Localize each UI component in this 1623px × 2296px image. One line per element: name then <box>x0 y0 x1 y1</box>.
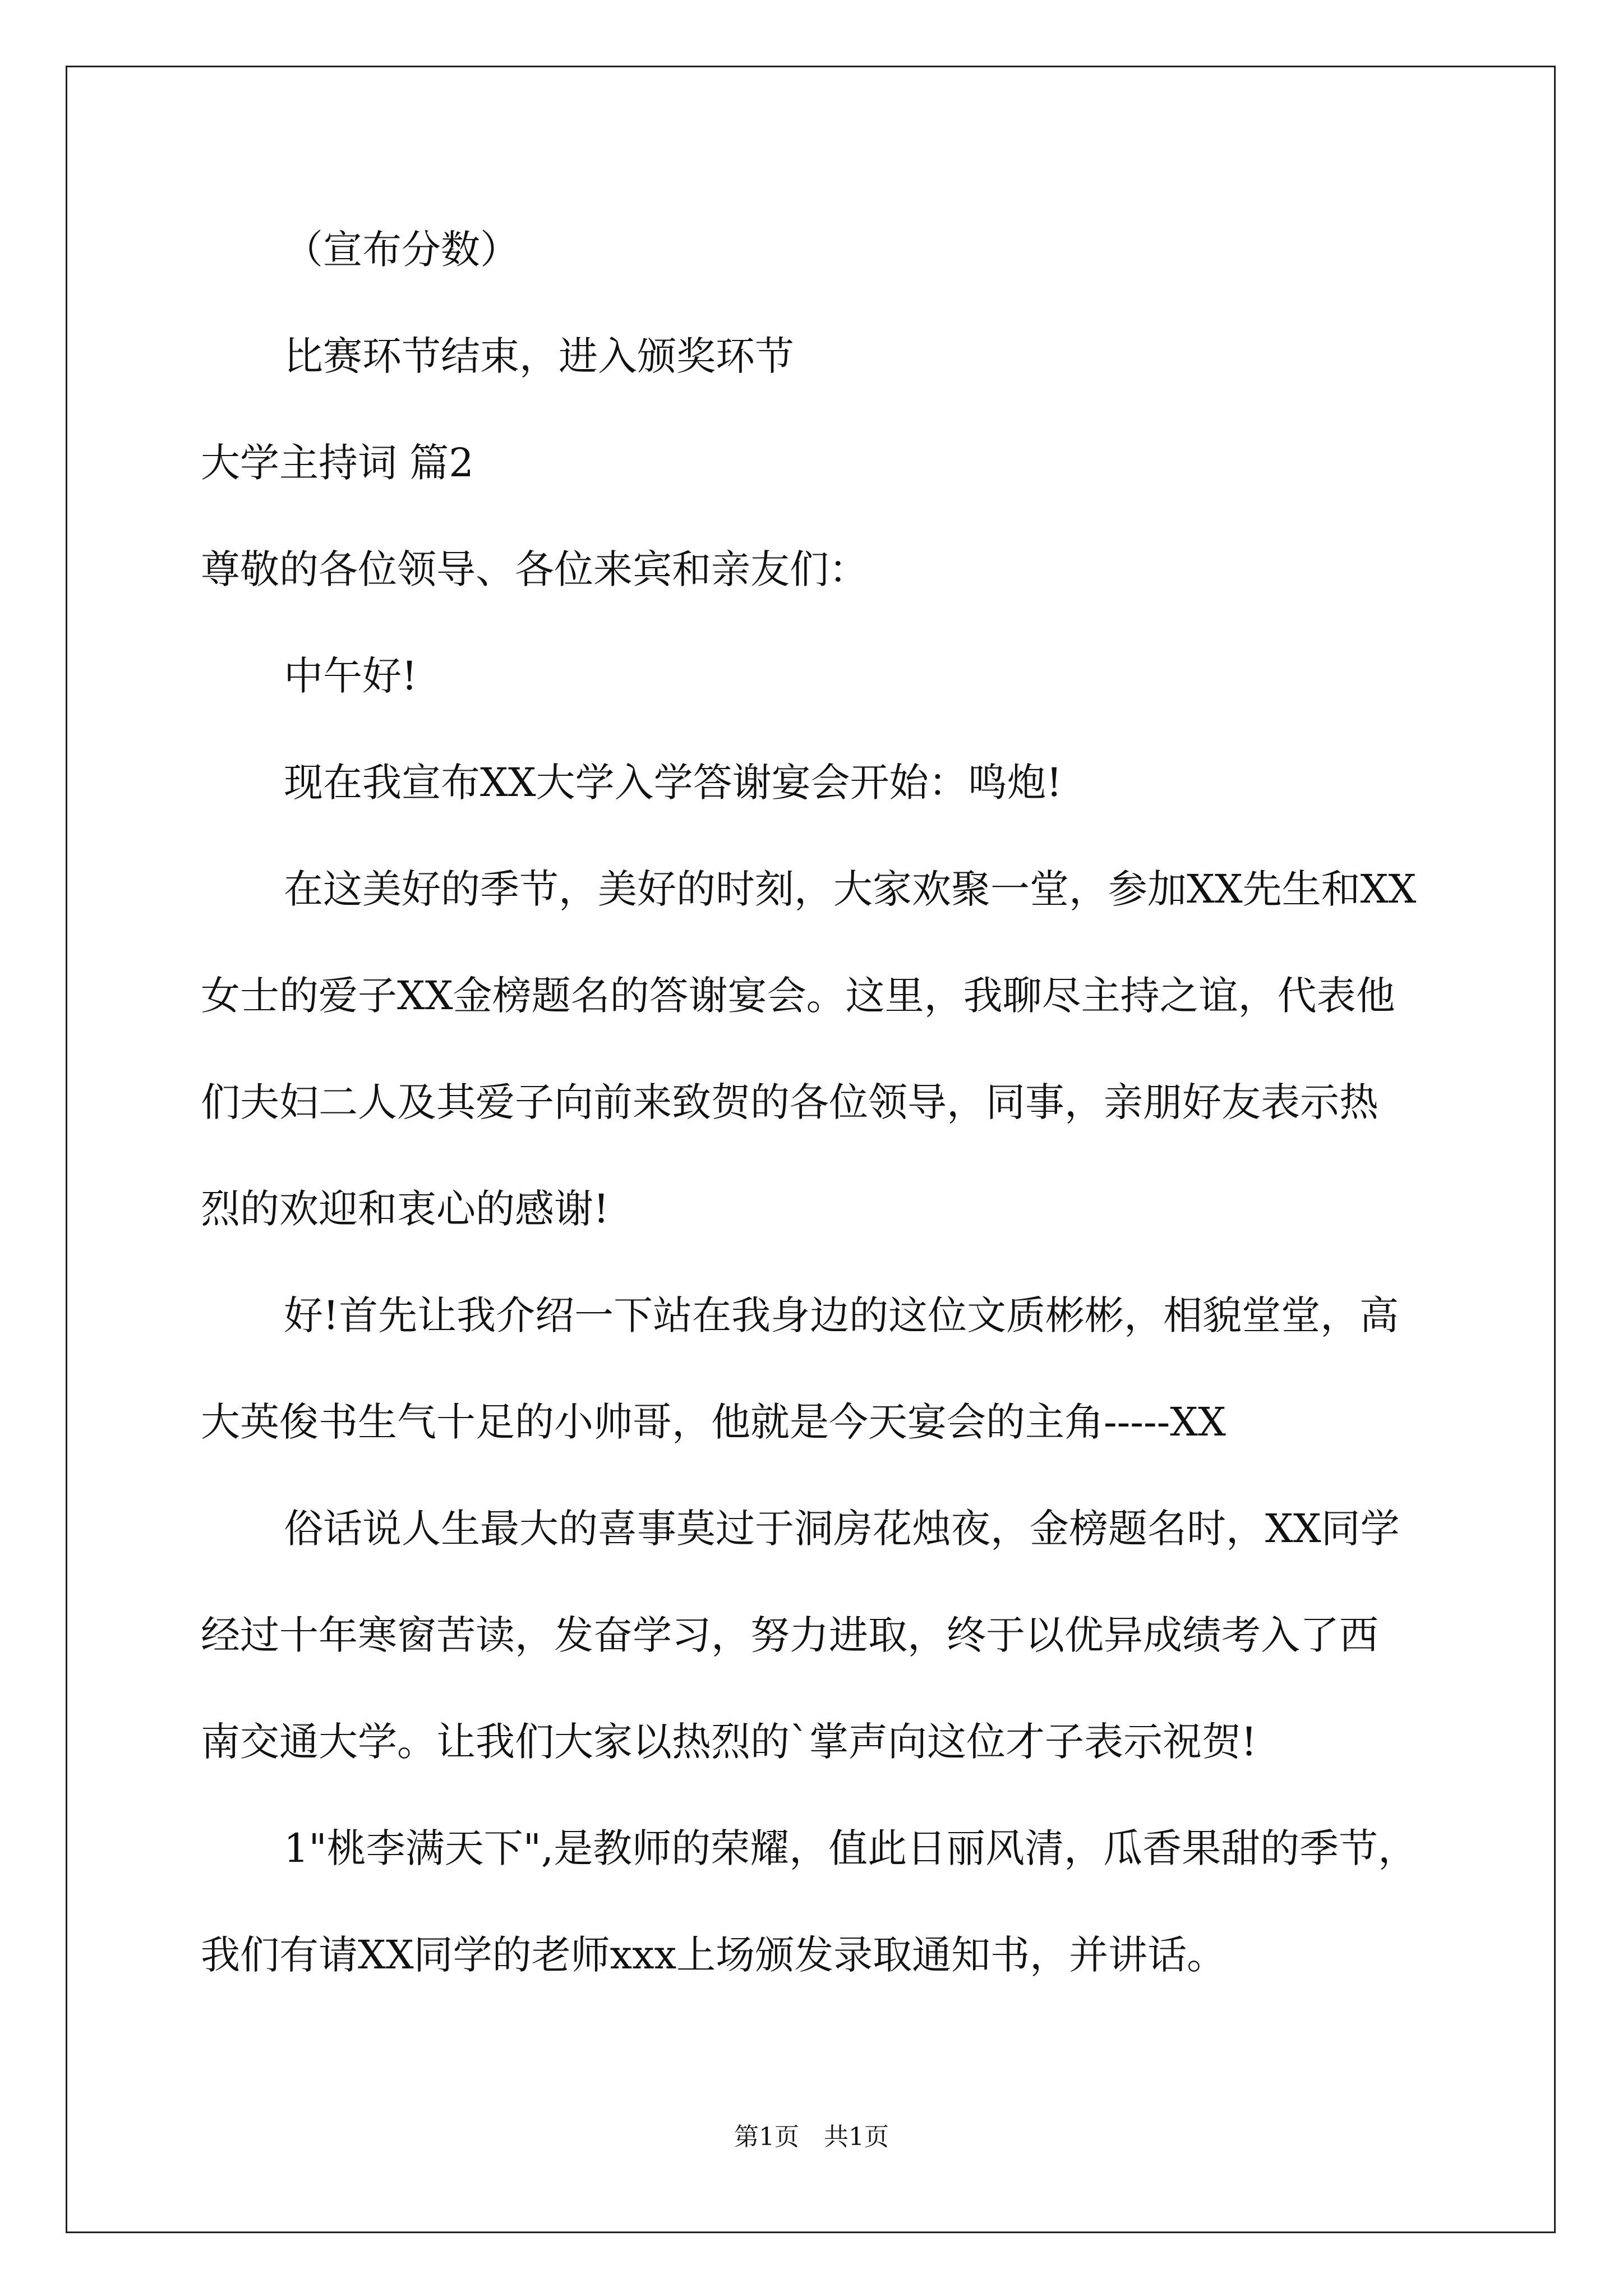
paragraph-line: 我们有请XX同学的老师xxx上场颁发录取通知书，并讲话。 <box>201 1932 1227 1978</box>
paragraph-line: 经过十年寒窗苦读，发奋学习，努力进取，终于以优异成绩考入了西 <box>201 1612 1378 1658</box>
paragraph-line: 1"桃李满天下",是教师的荣耀，值此日丽风清，瓜香果甜的季节， <box>284 1825 1418 1871</box>
paragraph-line: 现在我宣布XX大学入学答谢宴会开始：鸣炮! <box>284 760 1062 806</box>
paragraph-line: 比赛环节结束，进入颁奖环节 <box>284 333 794 379</box>
paragraph-line: 俗话说人生最大的喜事莫过于洞房花烛夜，金榜题名时，XX同学 <box>284 1506 1400 1552</box>
paragraph-line: （宣布分数） <box>284 227 519 273</box>
paragraph-line: 们夫妇二人及其爱子向前来致贺的各位领导，同事，亲朋好友表示热 <box>201 1079 1378 1125</box>
page-border <box>66 66 1556 2233</box>
page-number: 第1页 <box>734 2123 799 2151</box>
page-footer <box>0 2120 1623 2154</box>
paragraph-line: 在这美好的季节，美好的时刻，大家欢聚一堂，参加XX先生和XX <box>284 866 1417 912</box>
paragraph-line: 中午好! <box>284 653 418 699</box>
paragraph-line: 大英俊书生气十足的小帅哥，他就是今天宴会的主角-----XX <box>201 1399 1226 1445</box>
salutation-line: 尊敬的各位领导、各位来宾和亲友们： <box>201 546 868 592</box>
paragraph-line: 好!首先让我介绍一下站在我身边的这位文质彬彬，相貌堂堂，高 <box>284 1292 1399 1338</box>
page-total: 共1页 <box>824 2123 889 2151</box>
paragraph-line: 女士的爱子XX金榜题名的答谢宴会。这里，我聊尽主持之谊，代表他 <box>201 973 1395 1019</box>
paragraph-line: 烈的欢迎和衷心的感谢! <box>201 1186 610 1232</box>
paragraph-line: 南交通大学。让我们大家以热烈的`掌声向这位才子表示祝贺! <box>201 1719 1257 1765</box>
section-heading: 大学主持词 篇2 <box>201 440 474 486</box>
